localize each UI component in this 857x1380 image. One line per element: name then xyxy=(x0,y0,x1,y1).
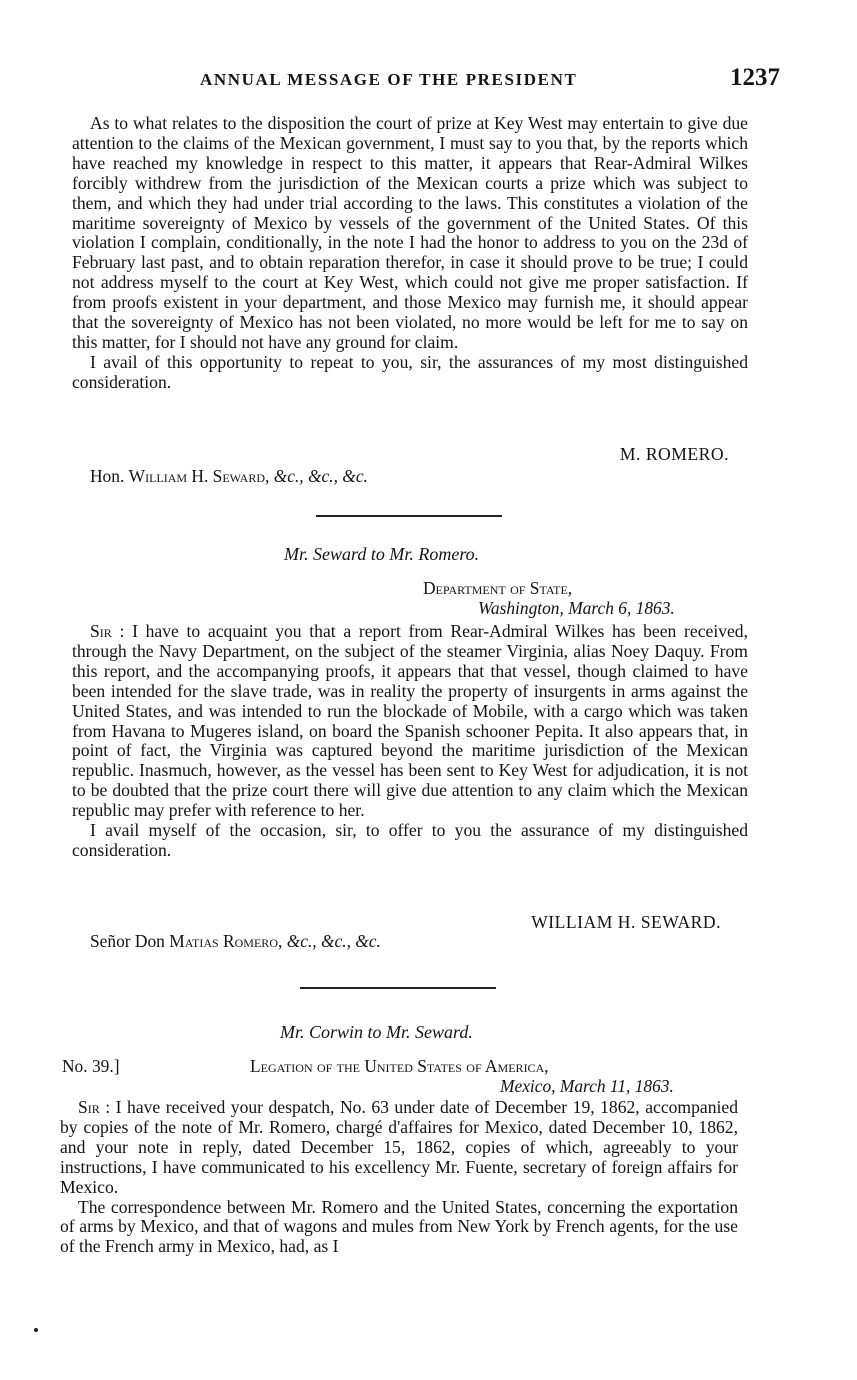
margin-mark xyxy=(34,1328,38,1332)
addressee-suffix: &c., &c., &c. xyxy=(273,466,368,486)
letter3-place: Legation of the United States of America, xyxy=(250,1056,549,1076)
page-header xyxy=(70,64,782,98)
letter3-paragraph-text: I have received your despatch, No. 63 under date of December 19, 1862, accompanied by copies of the note of Mr. Romero, chargé d'affaires for Mexico, dated December 10, 1862, and your note in reply, dated December 15, 1862, copies of which, agreeably to your instructions, I have communicated to his excellency Mr. Fuente, secretary of foreign affairs for Mexico. xyxy=(60,1097,739,1197)
addressee-prefix: Hon. xyxy=(90,466,125,486)
letter2-body xyxy=(72,622,748,861)
letter3-paragraph xyxy=(60,1098,738,1198)
section-divider xyxy=(300,987,496,989)
letter1-paragraph: As to what relates to the disposition the court of prize at Key West may entertain to give due attention to the claims of the Mexican government, I must say to you that, by the reports which have reached my knowledge in respect to this matter, it appears that Rear-Admiral Wilkes forcibly withdrew from the jurisdiction of the Mexican courts a prize which was subject to them, and which they had under trial according to the laws. This constitutes a violation of the maritime sovereignty of Mexico by vessels of the government of the United States. Of this violation I complain, conditionally, in the note I had the honor to address to you on the 23d of February last past, and to obtain reparation therefor, in case it should prove to be true; I could not address myself to the court at Key West, which could not give me proper satisfaction. If from proofs existent in your department, and those Mexico may furnish me, it should appear that the sovereignty of Mexico has not been violated, no more would be left for me to say on this matter, for I should not have any ground for claim. xyxy=(72,113,748,352)
salutation: Sir : xyxy=(78,1097,111,1117)
letter2-place: Department of State, xyxy=(423,578,573,598)
letter3-paragraph: The correspondence between Mr. Romero and the United States, concerning the exportation of arms by Mexico, and that of wagons and mules from New York by French agents, for the use of the French army in Mexico, had, as I xyxy=(60,1196,738,1257)
letter1-paragraph: I avail of this opportunity to repeat to you, sir, the assurances of my most distinguished consideration. xyxy=(72,351,748,392)
letter2-dateline: Washington, March 6, 1863. xyxy=(478,598,675,618)
addressee-name: Matias Romero, xyxy=(169,931,283,951)
letter2-addressee xyxy=(90,931,381,952)
page-number: 1237 xyxy=(730,64,780,91)
letter2-heading: Mr. Seward to Mr. Romero. xyxy=(284,544,480,564)
addressee-prefix: Señor Don xyxy=(90,931,165,951)
letter1-body xyxy=(72,114,748,393)
running-title: ANNUAL MESSAGE OF THE PRESIDENT xyxy=(200,70,578,89)
letter2-paragraph: I avail myself of the occasion, sir, to offer to you the assurance of my distinguished consideration. xyxy=(72,820,748,860)
addressee-suffix: &c., &c., &c. xyxy=(286,931,381,951)
letter2-paragraph-text: I have to acquaint you that a report from Rear-Admiral Wilkes has been received, through the Navy Department, on the subject of the steamer Virginia, alias Noey Daquy. From this report, and the accompanying proofs, it appears that that vessel, though claimed to have been intended for the slave trade, was in reality the property of insurgents in arms against the United States, and was intended to run the blockade of Mobile, with a cargo which was taken from Havana to Mugeres island, on board the Spanish schooner Pepita. It also appears that, in point of fact, the Virginia was captured beyond the maritime jurisdiction of the Mexican republic. Inasmuch, however, as the vessel has been sent to Key West for adjudication, it is not to be doubted that the prize court there will give due attention to any claim which the Mexican republic may prefer with reference to her. xyxy=(72,621,749,821)
letter2-signature: WILLIAM H. SEWARD. xyxy=(531,912,721,932)
letter3-heading: Mr. Corwin to Mr. Seward. xyxy=(280,1022,473,1042)
letter3-body xyxy=(60,1098,738,1257)
letter3-dateline: Mexico, March 11, 1863. xyxy=(500,1076,674,1096)
section-divider xyxy=(316,515,502,517)
letter1-signature: M. ROMERO. xyxy=(619,444,729,464)
salutation: Sir : xyxy=(90,621,125,641)
letter2-paragraph xyxy=(72,622,748,821)
letter1-addressee xyxy=(90,466,368,487)
addressee-name: William H. Seward, xyxy=(128,466,270,486)
despatch-number: No. 39.] xyxy=(62,1056,120,1076)
